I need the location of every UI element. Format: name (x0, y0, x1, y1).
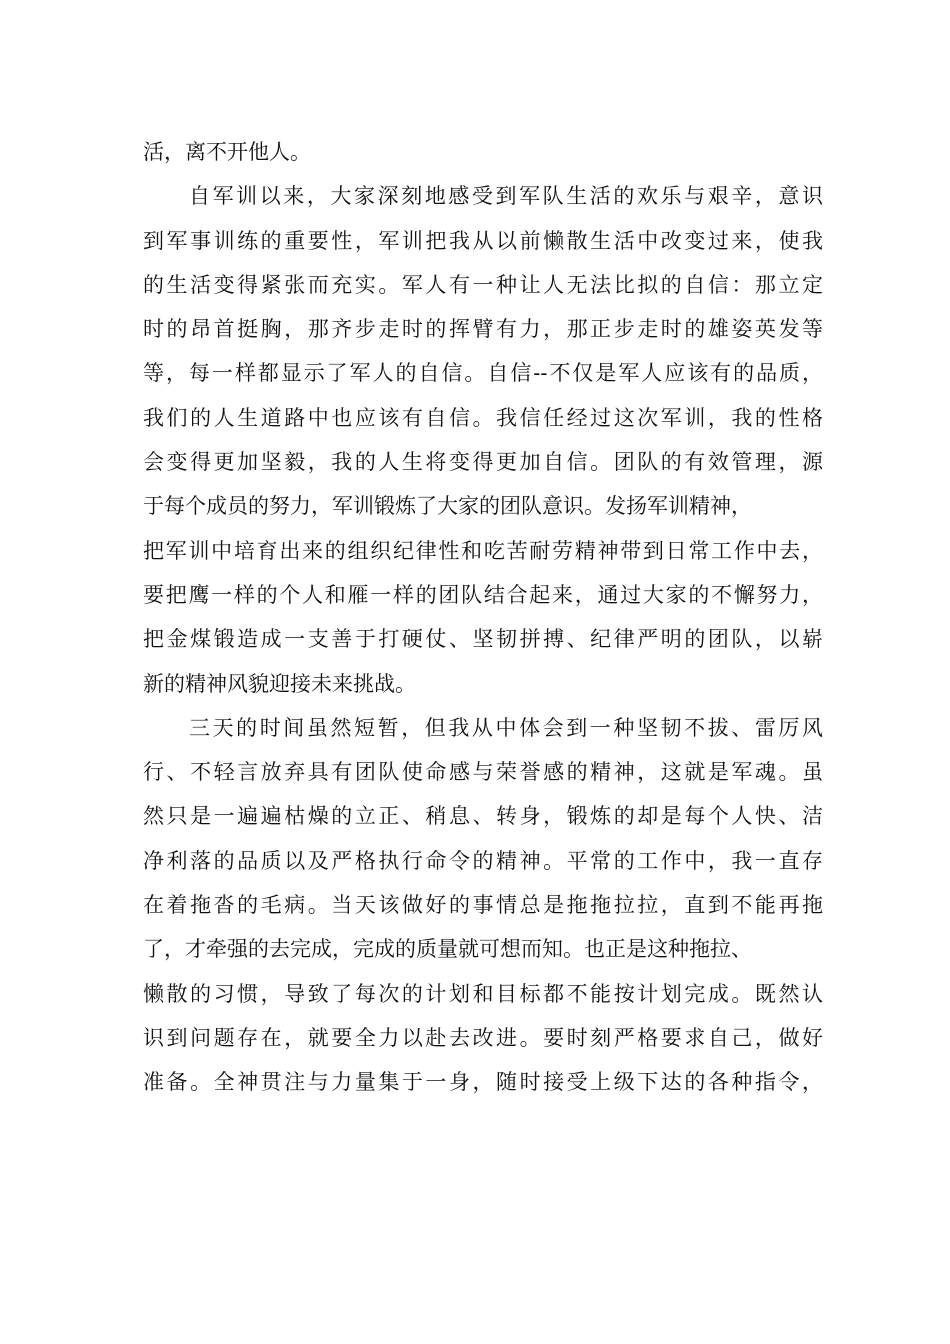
text-line: 活，离不开他人。 (143, 140, 311, 164)
text-line: 准备。全神贯注与力量集于一身，随时接受上级下达的各种指令， (143, 1070, 823, 1095)
text-line: 的生活变得紧张而充实。军人有一种让人无法比拟的自信：那立定 (143, 272, 823, 297)
text-line: 于每个成员的努力，军训锻炼了大家的团队意识。发扬军训精神， (143, 494, 752, 519)
body-text (143, 130, 823, 1105)
text-line: 要把鹰一样的个人和雁一样的团队结合起来，通过大家的不懈努力， (143, 582, 823, 607)
text-line: 净利落的品质以及严格执行命令的精神。平常的工作中，我一直存 (143, 848, 823, 873)
text-line: 会变得更加坚毅，我的人生将变得更加自信。团队的有效管理，源 (143, 450, 823, 475)
paragraph-first-line: 自军训以来，大家深刻地感受到军队生活的欢乐与艰辛，意识 (189, 184, 823, 209)
paragraph-first-line: 三天的时间虽然短暂，但我从中体会到一种坚韧不拔、雷厉风 (189, 715, 823, 740)
text-line: 等，每一样都显示了军人的自信。自信--不仅是军人应该有的品质， (143, 361, 823, 386)
text-line: 懒散的习惯，导致了每次的计划和目标都不能按计划完成。既然认 (143, 981, 823, 1006)
text-line: 行、不轻言放弃具有团队使命感与荣誉感的精神，这就是军魂。虽 (143, 760, 823, 785)
text-line: 到军事训练的重要性，军训把我从以前懒散生活中改变过来，使我 (143, 228, 823, 253)
text-line: 把金煤锻造成一支善于打硬仗、坚韧拼搏、纪律严明的团队，以崭 (143, 627, 823, 652)
text-line: 新的精神风貌迎接未来挑战。 (143, 671, 416, 696)
text-line: 了，才牵强的去完成，完成的质量就可想而知。也正是这种拖拉、 (143, 937, 752, 962)
text-line: 把军训中培育出来的组织纪律性和吃苦耐劳精神带到日常工作中去， (143, 538, 823, 563)
text-line: 识到问题存在，就要全力以赴去改进。要时刻严格要求自己，做好 (143, 1025, 823, 1050)
text-line: 时的昂首挺胸，那齐步走时的挥臂有力，那正步走时的雄姿英发等 (143, 317, 823, 342)
text-line: 我们的人生道路中也应该有自信。我信任经过这次军训，我的性格 (143, 405, 823, 430)
text-line: 在着拖沓的毛病。当天该做好的事情总是拖拖拉拉，直到不能再拖 (143, 893, 823, 918)
text-line: 然只是一遍遍枯燥的立正、稍息、转身，锻炼的却是每个人快、洁 (143, 804, 823, 829)
